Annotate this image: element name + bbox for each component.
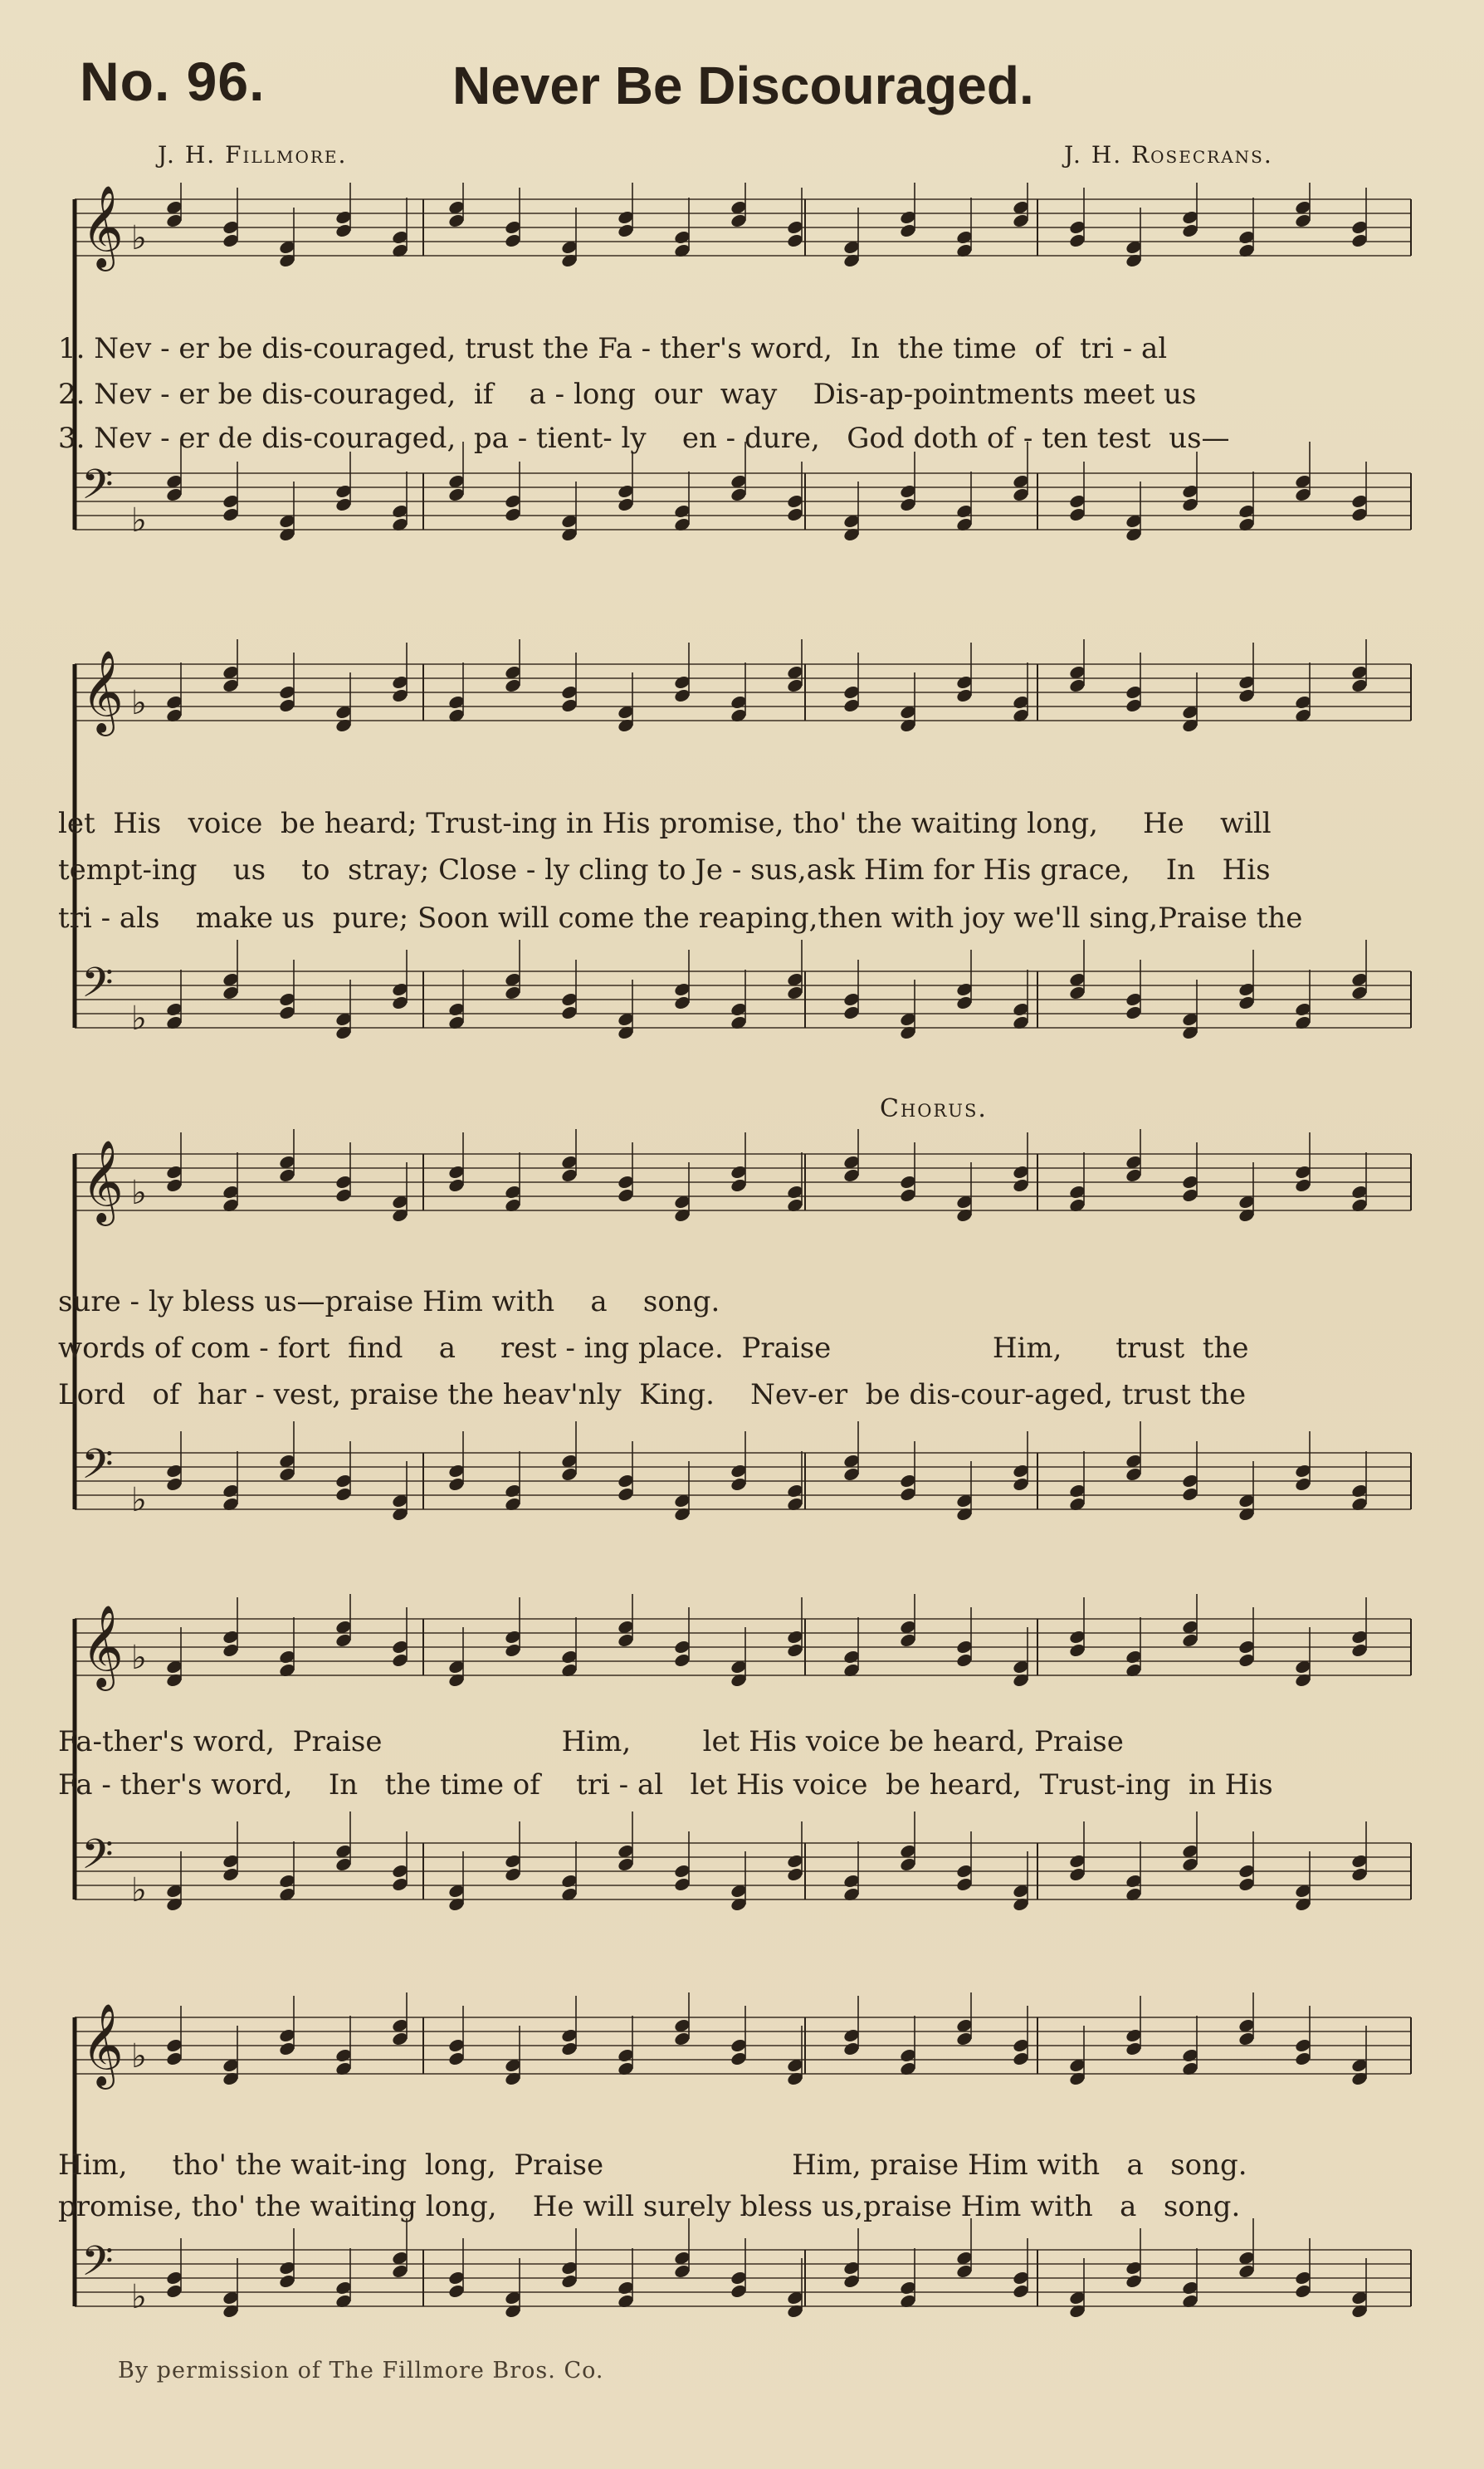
key-flat-icon: ♭ [131,1481,147,1519]
key-flat-icon: ♭ [131,501,147,540]
treble-clef-icon: 𝄞 [81,650,124,733]
treble-clef-icon: 𝄞 [81,185,124,268]
staff-bass [75,442,1411,543]
key-flat-icon: ♭ [131,1871,147,1909]
hymn-title: Never Be Discouraged. [452,56,1034,115]
staff-pair-4 [58,1594,1419,2009]
chorus-label: Chorus. [880,1094,988,1123]
key-flat-icon: ♭ [131,2037,147,2075]
bass-clef-icon: 𝄢 [81,1440,114,1499]
bass-clef-icon: 𝄢 [81,461,114,519]
key-flat-icon: ♭ [131,2278,147,2316]
lyric-line-3-2: words of com - fort find a rest - ing place. Praise Him, trust the [58,1332,1249,1365]
treble-clef-icon: 𝄞 [81,2003,124,2086]
lyric-line-4-2: Fa - ther's word, In the time of tri - al let His voice be heard, Trust-ing in His [58,1768,1273,1802]
lyric-line-1-3: 3. Nev - er de dis-couraged, pa - tient- ly en - dure, God doth of - ten test us— [58,422,1230,455]
staff-treble [75,183,1411,271]
permission-footer: By permission of The Fillmore Bros. Co. [118,2358,604,2383]
lyric-line-2-1: let His voice be heard; Trust-ing in His promise, tho' the waiting long, He will [58,807,1272,840]
staff-bass [75,1811,1411,1913]
lyric-line-5-2: promise, tho' the waiting long, He will surely bless us,praise Him with a song. [58,2190,1241,2223]
lyric-line-1-1: 1. Nev - er be dis-couraged, trust the Fa - ther's word, In the time of tri - al [58,332,1168,365]
treble-clef-icon: 𝄞 [81,1140,124,1223]
treble-clef-icon: 𝄞 [81,1605,124,1688]
staff-bass [75,1421,1411,1523]
bass-clef-icon: 𝄢 [81,1831,114,1889]
staff-treble [75,639,1411,736]
lyric-line-3-1: sure - ly bless us—praise Him with a song. [58,1285,720,1318]
key-flat-icon: ♭ [131,219,147,257]
key-flat-icon: ♭ [131,1639,147,1677]
staff-treble [75,1594,1411,1691]
key-flat-icon: ♭ [131,684,147,722]
lyric-line-3-3: Lord of har - vest, praise the heav'nly King. Nev-er be dis-cour-aged, trust the [58,1378,1247,1411]
bass-clef-icon: 𝄢 [81,2237,114,2295]
lyric-line-5-1: Him, tho' the wait-ing long, Praise Him, praise Him with a song. [58,2149,1247,2182]
hymn-number: No. 96. [80,51,266,112]
key-flat-icon: ♭ [131,1174,147,1212]
staff-treble [75,1992,1411,2090]
music-system-4 [58,1594,1419,2009]
lyric-line-2-3: tri - als make us pure; Soon will come the reaping,then with joy we'll sing,Praise the [58,902,1303,935]
staff-bass [75,2218,1411,2320]
key-flat-icon: ♭ [131,1000,147,1038]
staff-bass [75,940,1411,1041]
composer-credit: J. H. Rosecrans. [1064,141,1273,169]
lyricist-credit: J. H. Fillmore. [158,141,348,169]
staff-pair-2 [58,639,1419,1054]
lyric-line-4-1: Fa-ther's word, Praise Him, let His voice be heard, Praise [58,1725,1124,1758]
bass-clef-icon: 𝄢 [81,959,114,1017]
lyric-line-2-2: tempt-ing us to stray; Close - ly cling to Je - sus,ask Him for His grace, In His [58,853,1271,887]
staff-treble [75,1129,1411,1226]
music-system-2 [58,639,1419,1054]
lyric-line-1-2: 2. Nev - er be dis-couraged, if a - long our way Dis-ap-pointments meet us [58,378,1197,411]
